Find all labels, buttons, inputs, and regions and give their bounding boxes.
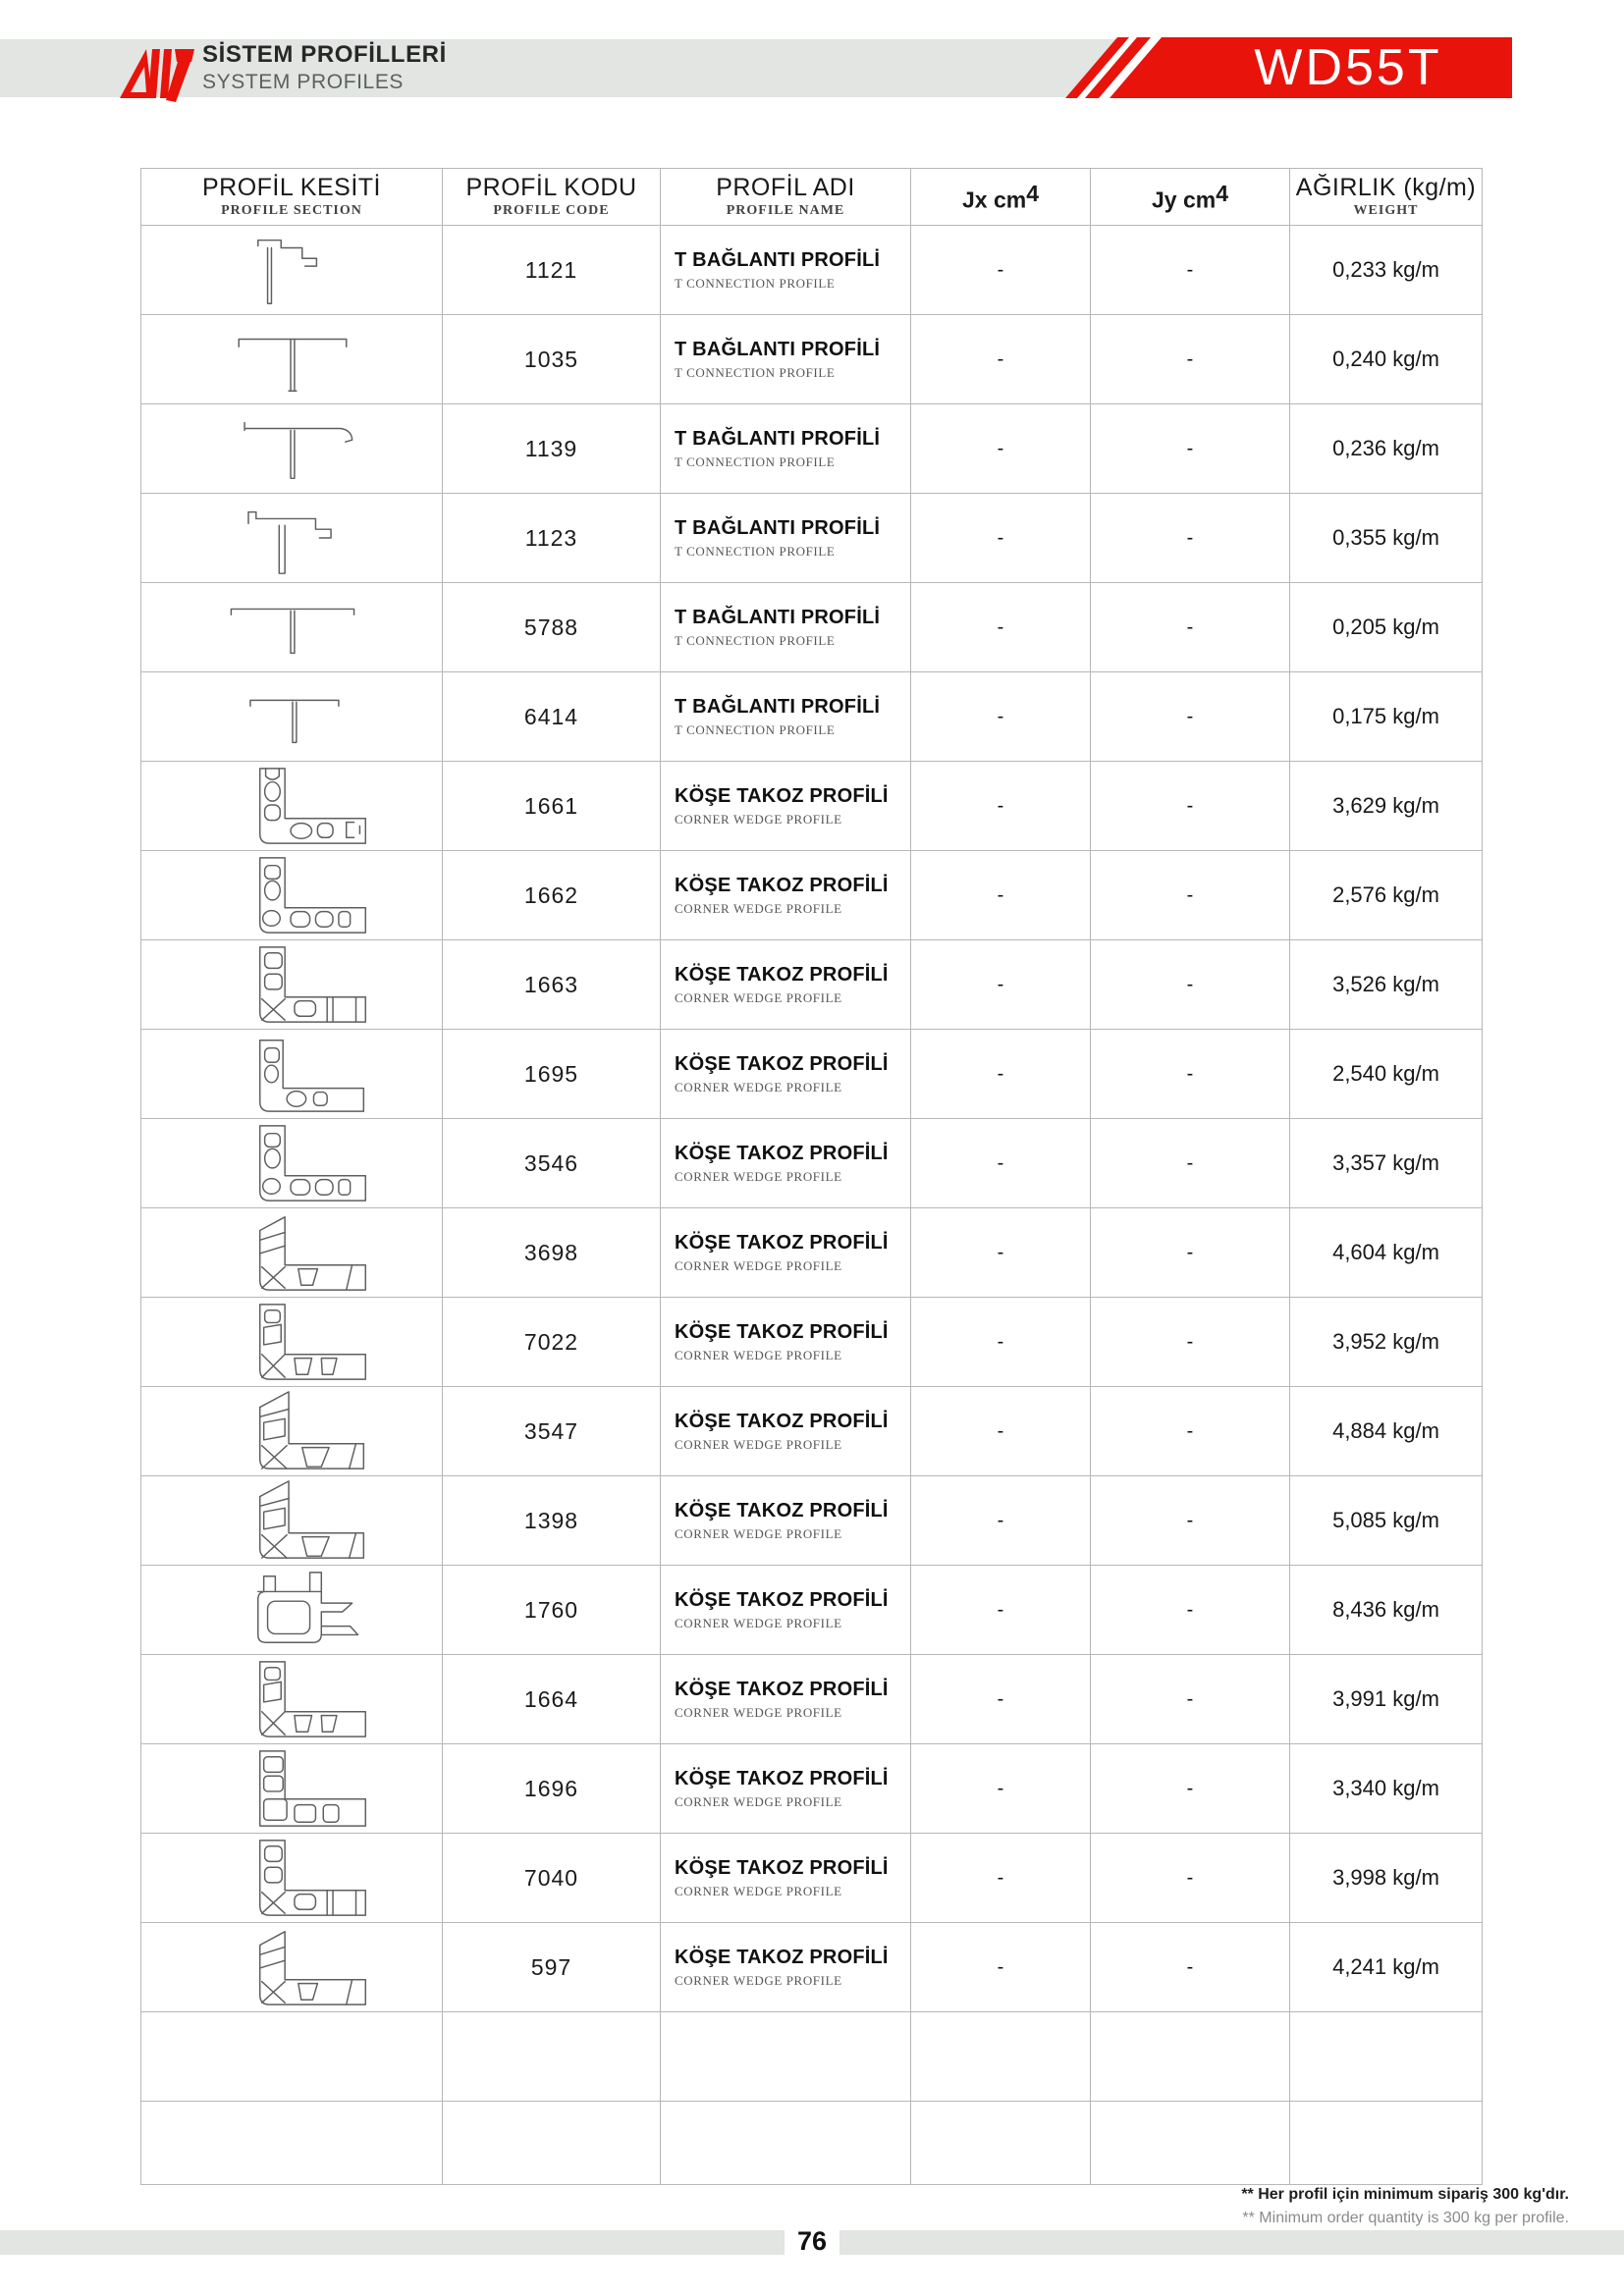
profile-section-drawing [141,495,442,581]
jy-value: - [1091,226,1290,315]
profile-section-cell [141,1030,443,1119]
profile-name: KÖŞE TAKOZ PROFİLİ [675,963,889,986]
jx-value: - [911,494,1091,583]
jx-value: - [911,1566,1091,1655]
weight-value: 0,236 kg/m [1290,404,1483,494]
empty-cell [141,2012,443,2102]
profile-name: KÖŞE TAKOZ PROFİLİ [675,1142,889,1164]
profile-section-drawing [141,1031,442,1117]
jy-value: - [1091,762,1290,851]
profile-name-cell [661,762,911,851]
jx-value: - [911,1923,1091,2012]
empty-cell [661,2012,911,2102]
jy-value: - [1091,1387,1290,1476]
profile-section-cell [141,1923,443,2012]
jy-value: - [1091,1566,1290,1655]
col-header-weight [1290,169,1483,226]
empty-cell [911,2102,1091,2185]
profile-code: 1139 [443,404,661,494]
table-row [141,1655,1483,1744]
profile-code: 1695 [443,1030,661,1119]
table-row [141,1476,1483,1566]
col-header-jy-exp: 4 [1216,180,1228,206]
profile-name-cell [661,583,911,672]
table-row [141,1744,1483,1834]
profile-name-cell [661,1298,911,1387]
profile-name: KÖŞE TAKOZ PROFİLİ [675,874,889,896]
jx-value: - [911,404,1091,494]
profile-name-sub: CORNER WEDGE PROFILE [675,1079,842,1095]
profile-section-cell [141,851,443,940]
table-row [141,1387,1483,1476]
jx-value: - [911,672,1091,762]
weight-value: 0,355 kg/m [1290,494,1483,583]
weight-value: 0,175 kg/m [1290,672,1483,762]
profile-name-sub: T CONNECTION PROFILE [675,275,836,291]
profile-name-cell [661,851,911,940]
jy-value: - [1091,940,1290,1030]
model-banner [1056,37,1512,98]
weight-value: 8,436 kg/m [1290,1566,1483,1655]
profile-section-drawing [141,1924,442,2010]
profile-name-cell [661,672,911,762]
table-row [141,226,1483,315]
profile-section-drawing [141,1745,442,1832]
table-row [141,762,1483,851]
profile-section-cell [141,1119,443,1208]
col-header-name-tr: PROFİL ADI [716,174,855,202]
weight-value: 0,205 kg/m [1290,583,1483,672]
profiles-table [140,168,1483,2185]
weight-value: 0,233 kg/m [1290,226,1483,315]
profile-name-sub: CORNER WEDGE PROFILE [675,1793,842,1809]
profile-section-cell [141,1655,443,1744]
profile-section-drawing [141,852,442,938]
brand-subtitle: SYSTEM PROFILES [202,71,405,93]
profile-code: 1121 [443,226,661,315]
jx-value: - [911,1834,1091,1923]
jy-value: - [1091,851,1290,940]
jx-value: - [911,1655,1091,1744]
profile-section-drawing [141,1656,442,1742]
profile-name-cell [661,1030,911,1119]
profile-code: 3546 [443,1119,661,1208]
profile-name: KÖŞE TAKOZ PROFİLİ [675,1767,889,1789]
profile-section-cell [141,940,443,1030]
profile-section-cell [141,583,443,672]
jx-value: - [911,1476,1091,1566]
profile-section-drawing [141,1299,442,1385]
profile-section-drawing [141,1388,442,1474]
profile-name: KÖŞE TAKOZ PROFİLİ [675,1946,889,1968]
profile-name-sub: CORNER WEDGE PROFILE [675,1168,842,1184]
weight-value: 2,576 kg/m [1290,851,1483,940]
profile-name-cell [661,1566,911,1655]
col-header-weight-en: WEIGHT [1353,202,1419,218]
col-header-weight-tr: AĞIRLIK (kg/m) [1295,174,1477,202]
empty-row [141,2012,1483,2102]
table-row [141,1030,1483,1119]
jx-value: - [911,1119,1091,1208]
profile-name-sub: CORNER WEDGE PROFILE [675,1704,842,1720]
jx-value: - [911,226,1091,315]
weight-value: 4,241 kg/m [1290,1923,1483,2012]
table-row [141,404,1483,494]
profile-section-drawing [141,941,442,1028]
jy-value: - [1091,1208,1290,1298]
profile-section-drawing [141,227,442,313]
profile-name: KÖŞE TAKOZ PROFİLİ [675,1052,889,1075]
profile-code: 1662 [443,851,661,940]
profile-section-drawing [141,1567,442,1653]
jy-value: - [1091,315,1290,404]
table-row [141,1923,1483,2012]
weight-value: 2,540 kg/m [1290,1030,1483,1119]
profile-name: KÖŞE TAKOZ PROFİLİ [675,784,889,807]
profile-section-drawing [141,584,442,670]
table-row [141,315,1483,404]
profile-name-sub: CORNER WEDGE PROFILE [675,1257,842,1273]
profile-name-sub: CORNER WEDGE PROFILE [675,1615,842,1630]
profile-name: T BAĞLANTI PROFİLİ [675,695,881,718]
profile-name-cell [661,1923,911,2012]
jx-value: - [911,315,1091,404]
profile-section-drawing [141,1209,442,1296]
empty-cell [1091,2102,1290,2185]
profile-code: 1664 [443,1655,661,1744]
jx-value: - [911,1208,1091,1298]
profile-name-cell [661,226,911,315]
weight-value: 3,357 kg/m [1290,1119,1483,1208]
profile-name-sub: T CONNECTION PROFILE [675,454,836,469]
profile-code: 6414 [443,672,661,762]
jy-value: - [1091,672,1290,762]
jy-value: - [1091,1119,1290,1208]
profile-name: KÖŞE TAKOZ PROFİLİ [675,1678,889,1700]
weight-value: 3,526 kg/m [1290,940,1483,1030]
profile-name-cell [661,1119,911,1208]
empty-cell [443,2102,661,2185]
profile-section-cell [141,1208,443,1298]
table-row [141,940,1483,1030]
col-header-section-tr: PROFİL KESİTİ [201,174,381,202]
table-row [141,583,1483,672]
profile-name-sub: T CONNECTION PROFILE [675,632,836,648]
weight-value: 3,991 kg/m [1290,1655,1483,1744]
profile-code: 1035 [443,315,661,404]
profile-name-sub: CORNER WEDGE PROFILE [675,1347,842,1362]
profile-name: KÖŞE TAKOZ PROFİLİ [675,1499,889,1522]
profile-section-drawing [141,673,442,760]
table-row [141,1208,1483,1298]
jy-value: - [1091,1744,1290,1834]
jy-value: - [1091,1655,1290,1744]
empty-cell [443,2012,661,2102]
profile-section-drawing [141,1835,442,1921]
brand-title: SİSTEM PROFİLLERİ [202,41,447,68]
empty-cell [1091,2012,1290,2102]
jx-value: - [911,851,1091,940]
profile-name-cell [661,315,911,404]
profile-section-cell [141,404,443,494]
jx-value: - [911,762,1091,851]
profile-name-cell [661,404,911,494]
empty-cell [911,2012,1091,2102]
profile-code: 7040 [443,1834,661,1923]
profile-name-cell [661,494,911,583]
jy-value: - [1091,404,1290,494]
weight-value: 4,884 kg/m [1290,1387,1483,1476]
profile-code: 3547 [443,1387,661,1476]
profile-name-sub: CORNER WEDGE PROFILE [675,1883,842,1898]
profile-code: 1663 [443,940,661,1030]
empty-cell [1290,2012,1483,2102]
empty-cell [1290,2102,1483,2185]
profile-name-sub: CORNER WEDGE PROFILE [675,1436,842,1452]
profile-section-drawing [141,1120,442,1206]
profile-name-sub: CORNER WEDGE PROFILE [675,1525,842,1541]
jy-value: - [1091,1030,1290,1119]
profile-section-drawing [141,763,442,849]
brand-text-block [202,43,447,92]
profile-code: 1760 [443,1566,661,1655]
col-header-name [661,169,911,226]
profile-name: KÖŞE TAKOZ PROFİLİ [675,1856,889,1879]
profile-section-cell [141,315,443,404]
jx-value: - [911,1387,1091,1476]
page-number-box [785,2219,839,2263]
col-header-code-tr: PROFİL KODU [465,174,637,202]
profile-code: 1398 [443,1476,661,1566]
profile-name: KÖŞE TAKOZ PROFİLİ [675,1410,889,1432]
brand-logo [118,41,194,102]
col-header-section-en: PROFILE SECTION [221,202,362,218]
col-header-name-en: PROFILE NAME [726,202,845,218]
profile-name-sub: T CONNECTION PROFILE [675,364,836,380]
profile-section-cell [141,494,443,583]
profile-code: 597 [443,1923,661,2012]
jy-value: - [1091,1298,1290,1387]
model-banner-code: WD55T [1254,39,1442,96]
profile-code: 1661 [443,762,661,851]
profile-section-drawing [141,405,442,492]
profile-section-cell [141,1387,443,1476]
profile-section-cell [141,1298,443,1387]
profile-section-cell [141,1834,443,1923]
profile-name: T BAĞLANTI PROFİLİ [675,516,881,539]
weight-value: 0,240 kg/m [1290,315,1483,404]
table-row [141,672,1483,762]
table-row [141,1298,1483,1387]
profile-name: KÖŞE TAKOZ PROFİLİ [675,1320,889,1343]
jx-value: - [911,1298,1091,1387]
table-header-row [141,169,1483,226]
profile-section-cell [141,1476,443,1566]
profile-name-sub: CORNER WEDGE PROFILE [675,900,842,916]
profile-section-cell [141,1744,443,1834]
empty-cell [141,2102,443,2185]
weight-value: 5,085 kg/m [1290,1476,1483,1566]
table-row [141,1834,1483,1923]
jx-value: - [911,1744,1091,1834]
profile-section-drawing [141,1477,442,1564]
col-header-jy [1091,169,1290,226]
profile-section-cell [141,762,443,851]
jx-value: - [911,1030,1091,1119]
profile-name-sub: T CONNECTION PROFILE [675,721,836,737]
col-header-jx [911,169,1091,226]
profile-name: KÖŞE TAKOZ PROFİLİ [675,1588,889,1611]
profile-code: 3698 [443,1208,661,1298]
profile-section-cell [141,226,443,315]
weight-value: 3,340 kg/m [1290,1744,1483,1834]
col-header-jx-exp: 4 [1026,180,1039,206]
weight-value: 3,998 kg/m [1290,1834,1483,1923]
footnote-tr: ** Her profil için minimum sipariş 300 kg'dır. [1241,2186,1569,2203]
empty-cell [661,2102,911,2185]
footnote-en: ** Minimum order quantity is 300 kg per profile. [1242,2209,1569,2226]
profile-name: T BAĞLANTI PROFİLİ [675,338,881,360]
table-row [141,494,1483,583]
profile-section-cell [141,1566,443,1655]
profile-name-sub: CORNER WEDGE PROFILE [675,811,842,827]
weight-value: 3,952 kg/m [1290,1298,1483,1387]
table-row [141,1566,1483,1655]
col-header-code [443,169,661,226]
profile-code: 1123 [443,494,661,583]
jy-value: - [1091,1923,1290,2012]
profile-name: T BAĞLANTI PROFİLİ [675,606,881,628]
profile-name-sub: CORNER WEDGE PROFILE [675,1972,842,1988]
profile-name-cell [661,940,911,1030]
profile-section-drawing [141,316,442,402]
footnotes [589,2185,1569,2229]
col-header-jy-label: Jy cm [1151,187,1217,213]
profile-name-cell [661,1655,911,1744]
profile-name-cell [661,1387,911,1476]
jx-value: - [911,940,1091,1030]
table-row [141,851,1483,940]
col-header-jx-label: Jx cm [961,187,1027,213]
page-number: 76 [796,2225,828,2256]
profile-name-cell [661,1476,911,1566]
profile-name-cell [661,1834,911,1923]
jy-value: - [1091,1834,1290,1923]
jy-value: - [1091,494,1290,583]
profile-name-sub: CORNER WEDGE PROFILE [675,989,842,1005]
profile-code: 5788 [443,583,661,672]
empty-row [141,2102,1483,2185]
profile-name-sub: T CONNECTION PROFILE [675,543,836,559]
jx-value: - [911,583,1091,672]
jy-value: - [1091,1476,1290,1566]
profile-name: T BAĞLANTI PROFİLİ [675,248,881,271]
profile-name: KÖŞE TAKOZ PROFİLİ [675,1231,889,1254]
weight-value: 3,629 kg/m [1290,762,1483,851]
col-header-section [141,169,443,226]
profile-name-cell [661,1208,911,1298]
profile-name-cell [661,1744,911,1834]
profile-code: 7022 [443,1298,661,1387]
brand-logo-icon [118,41,194,102]
table-row [141,1119,1483,1208]
jy-value: - [1091,583,1290,672]
col-header-code-en: PROFILE CODE [493,202,610,218]
profile-section-cell [141,672,443,762]
weight-value: 4,604 kg/m [1290,1208,1483,1298]
profile-code: 1696 [443,1744,661,1834]
profile-name: T BAĞLANTI PROFİLİ [675,427,881,450]
